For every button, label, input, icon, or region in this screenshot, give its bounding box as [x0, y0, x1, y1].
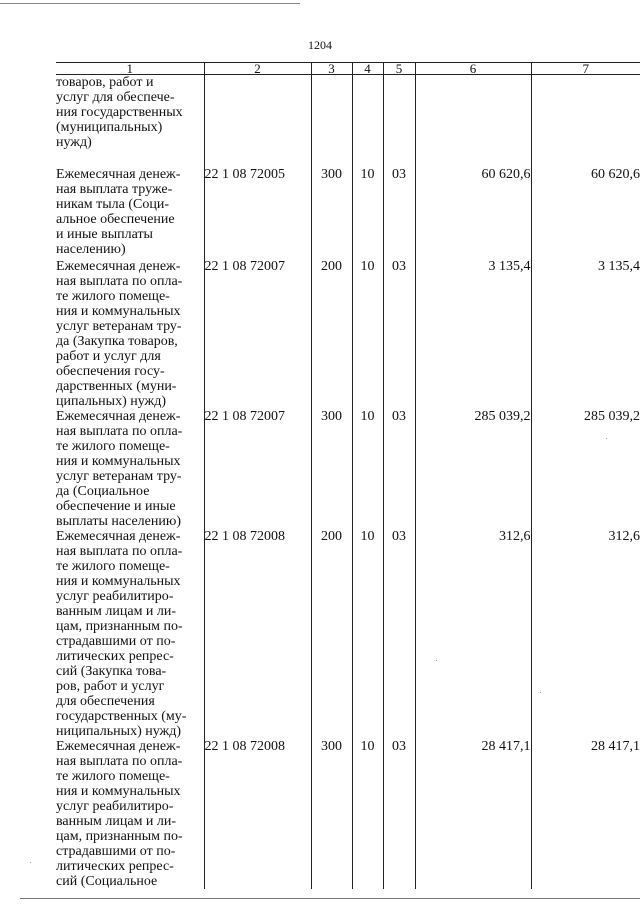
row-sum-2: 285 039,2	[531, 409, 640, 529]
row-pr: 03	[383, 529, 415, 739]
row-sum-1: 60 620,6	[415, 167, 531, 259]
row-pr	[383, 75, 415, 167]
row-rz: 10	[352, 259, 383, 409]
top-rule	[0, 3, 300, 4]
row-name: товаров, работ и услуг для обеспече- ния государственных (муниципальных) нужд)	[56, 75, 183, 150]
row-vr: 300	[311, 739, 352, 889]
column-header: 3	[311, 63, 352, 75]
row-vr: 200	[311, 529, 352, 739]
row-code: 22 1 08 72008	[204, 739, 311, 889]
column-header: 2	[204, 63, 311, 75]
column-header: 4	[352, 63, 383, 75]
row-sum-2: 28 417,1	[531, 739, 640, 889]
row-sum-1	[415, 75, 531, 167]
row-code: 22 1 08 72007	[204, 409, 311, 529]
column-header: 6	[415, 63, 531, 75]
column-header: 5	[383, 63, 415, 75]
row-vr	[311, 75, 352, 167]
table-row	[56, 409, 640, 529]
row-code: 22 1 08 72008	[204, 529, 311, 739]
row-pr: 03	[383, 167, 415, 259]
row-sum-2	[531, 75, 640, 167]
row-pr: 03	[383, 739, 415, 889]
scan-speck	[436, 660, 437, 661]
row-name: Ежемесячная денеж- ная выплата труже- никам тыла (Соци- альное обеспечение и иные выплаты населению)	[56, 166, 181, 257]
scan-speck	[540, 692, 541, 693]
row-sum-2: 60 620,6	[531, 167, 640, 259]
budget-table	[56, 62, 640, 889]
row-sum-1: 312,6	[415, 529, 531, 739]
scan-speck	[30, 862, 31, 863]
row-rz: 10	[352, 409, 383, 529]
table-row	[56, 529, 640, 739]
row-pr: 03	[383, 259, 415, 409]
row-rz: 10	[352, 739, 383, 889]
row-vr: 200	[311, 259, 352, 409]
row-vr: 300	[311, 167, 352, 259]
table-row	[56, 75, 640, 167]
header-row	[56, 63, 640, 75]
row-code	[204, 75, 311, 167]
table-row	[56, 739, 640, 889]
row-code: 22 1 08 72005	[204, 167, 311, 259]
page-number: 1204	[308, 38, 332, 52]
table-row	[56, 167, 640, 259]
row-sum-2: 312,6	[531, 529, 640, 739]
row-code: 22 1 08 72007	[204, 259, 311, 409]
row-sum-1: 28 417,1	[415, 739, 531, 889]
row-sum-1: 285 039,2	[415, 409, 531, 529]
row-sum-1: 3 135,4	[415, 259, 531, 409]
row-rz: 10	[352, 167, 383, 259]
row-name: Ежемесячная денеж- ная выплата по опла- те жилого помеще- ния и коммунальных услуг ветеранам тру- да (Социальное обеспечение и иные выплаты населению)	[56, 408, 183, 529]
row-name: Ежемесячная денеж- ная выплата по опла- те жилого помеще- ния и коммунальных услуг ветеранам тру- да (Закупка товаров, работ и услуг для обеспечения госу- дарственных (муни- ципальных) нужд)	[56, 258, 183, 409]
row-pr: 03	[383, 409, 415, 529]
row-rz	[352, 75, 383, 167]
table-row	[56, 259, 640, 409]
bottom-rule	[20, 898, 640, 899]
row-name: Ежемесячная денеж- ная выплата по опла- те жилого помеще- ния и коммунальных услуг реабилитиро- ванным лицам и ли- цам, признанным по- страдавшими от по- литических репрес- сий (Социальное	[56, 738, 183, 889]
column-header: 7	[531, 63, 640, 75]
scan-speck	[606, 438, 607, 439]
row-vr: 300	[311, 409, 352, 529]
row-rz: 10	[352, 529, 383, 739]
column-header: 1	[56, 63, 204, 75]
row-sum-2: 3 135,4	[531, 259, 640, 409]
row-name: Ежемесячная денеж- ная выплата по опла- те жилого помеще- ния и коммунальных услуг реабилитиро- ванным лицам и ли- цам, признанным по- страдавшими от по- литических репрес- сий (Закупка това- ров, работ и услуг для обеспечения государственных (му- ниципальных) нужд)	[56, 528, 187, 739]
